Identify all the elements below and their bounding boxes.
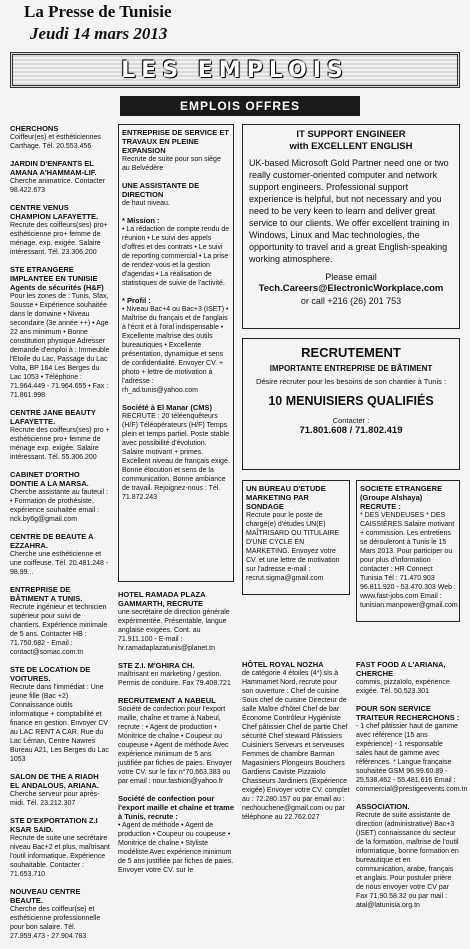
classified-ad [10,470,110,524]
ad-body: RECRUTE : 20 téléenquêteurs (H/F) Téléopérateurs (H/F) Temps plein et temps partiel. Poste stable avec possibilité d'évolution. Salaire motivant + primes. Excellent niveau de français exigé. Bonne élocution et sens de la communication. Bonne ambiance de travail. Rejoignez-nous : Tél. 71.872.243 [122,413,230,501]
it-phone: or call +216 (26) 201 753 [300,296,402,306]
rec-phone: 71.801.608 / 71.802.419 [299,425,403,436]
classified-ad [10,532,110,577]
ad-body: * DES VENDEUSES * DES CAISSIÈRES Salaire motivant + commission. Les entretiens se dérouleront à Tunis le 15 Mars 2013. Pour participer ou pour plus d'information contacter : HR Connect Tunisia Tél : 71.470.903 96.811.920 - 53.470.303 Web : www.fast-jobs.com Email : tunisian.manpower@gmail.com [360,512,458,609]
ad-heading: CABINET D'ORTHO DONTIE A LA MARSA. [10,470,89,488]
ad-heading: Société de confection pour l'export maille et chaîne et trame à Tunis, recrute : [118,794,234,821]
rec-desc: Désire recruter pour les besoins de son chantier à Tunis : [255,377,447,386]
classified-ad [10,408,110,462]
ad-body: Recrute pour le poste de chargé(e) d'études UN(E) MAÎTRISARD OU TITULAIRE D'UNE CYCLE EN MARKETING. Envoyez votre CV. et une lettre de motivation sur l'adresse e-mail : recrut.sigma@gmail.com [246,512,340,582]
classified-ad [10,203,110,257]
classified-ad [10,124,110,151]
column-3a [242,480,350,595]
section-banner [10,52,460,88]
ad-heading: STE D'EXPORTATION Z.I KSAR SAID. [10,816,98,834]
ad-body: Coiffeur(es) et esthéticiennes Carthage. Tél. 20.553.456 [10,134,101,150]
ad-body: Cherche serveur pour après-midi. Tél. 23.212.307 [10,791,100,807]
classified-ad [122,216,230,288]
ad-body: Cherche animatrice. Contacter 98.422.673 [10,178,105,194]
ad-body: Recrute des coiffeurs(ses) pro + esthéticienne pro+ femme de ménage exp. exigée. Salaire intéressant. Tél. 55.306.200 [10,427,110,461]
ad-heading: CENTRE JANE BEAUTY LAFAYETTE. [10,408,96,426]
ad-heading: JARDIN D'ENFANTS EL AMANA A'HAMMAM-LIF. [10,159,97,177]
ad-body: Cherche des coiffeur(se) et esthéticienne professionnelle pour bon salaire. Tél. 27.959.473 - 27.904.783 [10,906,101,940]
ad-heading: * Profil : [122,296,151,305]
classified-ad [242,660,350,822]
classified-ad [118,794,234,875]
ad-heading: CENTRE DE BEAUTE A EZZAHRA. [10,532,94,550]
it-contact-1: Please email [325,272,377,282]
ad-body: commis, pizzaïolo, expérience exigée. Tél. 50.523.301 [356,679,450,695]
classified-ad [246,484,346,583]
it-title-1: IT SUPPORT ENGINEER [296,129,406,140]
ad-body: maîtrisant en marketing / gestion. Permis de conduire. Fax 79.408.721 [118,671,231,687]
ad-heading: ENTREPRISE DE SERVICE ET TRAVAUX EN PLEINE EXPANSION [122,128,229,155]
it-support-ad [242,124,460,329]
classified-ad [122,403,230,502]
ad-body: une secrétaire de direction générale expérimentée. Présentable, langue anglaise exigées. Cont. au 71.911.100 - E-mail : hr.ramadaplazatunis@planet.tn [118,609,230,652]
classified-ad [118,696,234,786]
classified-ad [118,590,234,653]
classified-ad [356,704,468,794]
classified-ad [10,772,110,808]
ad-heading: FAST FOOD A L'ARIANA, CHERCHE [356,660,446,678]
banner-title: LES EMPLOIS [121,58,349,83]
column-2-bottom [118,590,234,883]
ad-heading: STE Z.I. M'GHIRA CH. [118,661,195,670]
newspaper-name: La Presse de Tunisie [24,2,172,21]
classified-ad [122,128,230,173]
classified-ad [10,265,110,400]
ad-heading: RECRUTEMENT A NABEUL [118,696,216,705]
ad-body: Cherche une esthéticienne et une coiffeuse. Tél. 20.481.248 - 98.99... [10,551,109,576]
ad-heading: SALON DE THE A RIADH EL ANDALOUS, ARIANA. [10,772,99,790]
ad-heading: CENTRE VENUS CHAMPION LAFAYETTE. [10,203,99,221]
ad-heading: CHERCHONS [10,124,59,133]
column-3b [356,480,460,622]
ad-body: • Niveau Bac+4 ou Bac+3 (ISET) • Maîtrise du français et de l'anglais à l'écrit et à l'oral indispensable • Excellente maîtrise des outils bureautiques • Excellente présentation, dynamique et sens de confidentialité. Envoyer CV. + photo + lettre de motivation à l'adresse : rh_ad.tunis@yahoo.com [122,306,229,394]
rec-position: 10 MENUISIERS QUALIFIÉS [268,394,434,408]
classified-ad [122,181,230,208]
ad-body: Pour les zones de : Tunis, Sfax, Sousse • Expérience souhaitée dans le domaine • Niveau secondaire (3e année ++) • Age 22 ans minimum • Bonne constitution physique Adresser demande d'emploi à : Immeuble l'Etoile du Lac, Passage du Lac Volta, BP 164 Les Berges du Lac 1053 • Téléphone : 71.964.449 - 71.964.655 • Fax : 71.861.998 [10,293,110,399]
rec-title: RECRUTEMENT [301,345,401,360]
ad-body: Recrute de suite une secrétaire niveau Bac+2 et plus, maîtrisant l'outil informatique. Expérience souhaitable. Contacter : 71.653.710 [10,835,110,878]
ad-body: • Agent de méthode • Agent de production • Coupeur ou coupeuse • Monitrice de chaîne • Styliste modéliste Avec expérience minimum de 5 ans justifiée par fiches de paies. Envoyer votre CV. sur le [118,822,234,874]
ad-heading: * Mission : [122,216,160,225]
ad-body: Recrute ingénieur et technicien supérieur pour suivi de chantiers. Expérience minimale de 5 ans. Contacter HB : 71.750.682 - Email : contact@somac.com.tn [10,604,108,656]
ad-heading: STE DE LOCATION DE VOITURES. [10,665,91,683]
ad-heading: HÔTEL ROYAL NOZHA [242,660,324,669]
column-3c [242,660,350,830]
ad-body: de haut niveau. [122,200,170,207]
ad-body: de catégorie 4 étoiles (4*) sis à Hammamet Nord, recrute pour son ouverture : Chef de cuisine Sous chef de cuisine Directeur de salle Maître d'hôtel Chef de bar Économe Contrôleur Hygiéniste Chef pâtissier Chef de partie Chef sécurité Chef steward Pâtissiers Cuisiniers Serveurs et serveuses Femmes de chambre Barman Magasiniers Plongeurs Bouchers Gardiens Caviste Pizzaiolo Chasseurs Jardiniers (Expérience exigée) Envoyer votre CV. complet au : 72.280.157 ou par email au : nechouchene@gmail.com ou par téléphone au 22.762.027 [242,670,350,821]
it-title-2: with EXCELLENT ENGLISH [289,141,413,152]
ad-body: • La rédaction de compte rendu de réunion • Le suivi des appels d'offres et des contrats • Le suivi de reporting commercial • La prise de rendez-vous et la gestion d'agendas • La réalisation de statistiques de suivie de l'activité. [122,226,230,287]
ad-heading: SOCIETE ETRANGERE (Groupe Alshaya) RECRUTE : [360,484,443,511]
rec-subtitle: IMPORTANTE ENTREPRISE DE BÂTIMENT [269,364,433,373]
classified-ad [356,802,460,910]
ad-body: Recrute de suite assistante de direction (administrative) Bac+3 (ISET) connaissance du secteur de la formation, maîtrise de l'outil informatique, bonne formation en bureautique et en communication, arabe, français et anglais. Pour postuler prière de nous envoyer votre CV par Fax 71.90.58.32 ou par mail : atal@latunisia.org.tn [356,812,459,909]
ad-body: Recrute dans l'immédiat : Une jeune fille (Bac +2) Connaissance outils informatique + comptabilité et finance en gestion. Envoyer CV au LAC RENT A CAR. Rue du Lac Léman, Centre Nawres Bureau A21, Les Berges du Lac 1053 [10,684,109,763]
column-2-top [118,124,234,582]
ad-heading: NOUVEAU CENTRE BEAUTE. [10,887,81,905]
classified-ad [356,660,460,696]
ad-body: Société de confection pour l'export maille, chaîne et trame à Nabeul, recrute : • Agent de production • Monitrice de chaîne • Coupeur ou coupeuse • Agent de méthode Avec expérience minimum de 5 ans justifiée par fiches de paies. Envoyer votre CV. sur le fax n°70.663.383 ou par email : nour.fashion@yahoo.fr [118,706,233,785]
classified-ad [360,484,456,610]
classified-ad [10,665,110,764]
classified-ad [10,585,110,657]
ad-heading: HOTEL RAMADA PLAZA GAMMARTH, RECRUTE [118,590,206,608]
ad-heading: ASSOCIATION. [356,802,410,811]
classified-ad [122,296,230,395]
it-email: Tech.Careers@ElectronicWorkplace.com [258,283,444,294]
ad-heading: ENTREPRISE DE BÂTIMENT A TUNIS. [10,585,83,603]
recruitment-ad [242,338,460,470]
ad-body: Cherche assistante au fauteuil : • Formation de prothésiste, expérience souhaitée email : nck.by6g@gmail.com [10,489,109,523]
ad-heading: Société à El Manar (CMS) [122,403,213,412]
ad-body: - 1 chef pâtissier haut de gamme avec référence (15 ans expérience) - 1 responsable sales haut de gamme avec références. * Langue française souhaitée GSM 96.99.60.89 - 25.538.462 - 55.481.616 Email : commercial@prestigeevents.com.tn [356,723,468,793]
column-1 [10,124,110,949]
section-header: EMPLOIS OFFRES [120,96,360,116]
ad-body: Recrute des coiffeurs(ses) pro+ esthéticienne pro+ femme de ménage. exp. exigée. Salaire intéressant. Tél. 23.306.200 [10,222,108,256]
ad-heading: UNE ASSISTANTE DE DIRECTION [122,181,200,199]
classified-ad [10,159,110,195]
it-contact [249,271,453,307]
classified-ad [10,816,110,879]
ad-heading: POUR SON SERVICE TRAITEUR RECHERCHONS : [356,704,460,722]
rec-contact-label: Contacter : [332,416,370,425]
column-3d [356,660,468,918]
issue-date: Jeudi 14 mars 2013 [30,24,168,43]
classified-ad [118,661,234,688]
ad-heading: STE ETRANGERE IMPLANTEE EN TUNISIE Agents de sécurités (H&F) [10,265,104,292]
classified-ad [10,887,110,941]
ad-body: Recrute de suite pour son siège au Belvédère [122,156,221,172]
ad-heading: UN BUREAU D'ETUDE MARKETING PAR SONDAGE [246,484,326,511]
it-body: UK-based Microsoft Gold Partner need one or two really customer-oriented computer and network support engineers. Professional support experience is helpful, but not necessary and you need to be very keen to learn and deliver great service to our clients. We offer excellent training in Windows, Linux and Mac technologies, the opportunity to travel and a great English-speaking working atmosphere. [249,158,450,264]
